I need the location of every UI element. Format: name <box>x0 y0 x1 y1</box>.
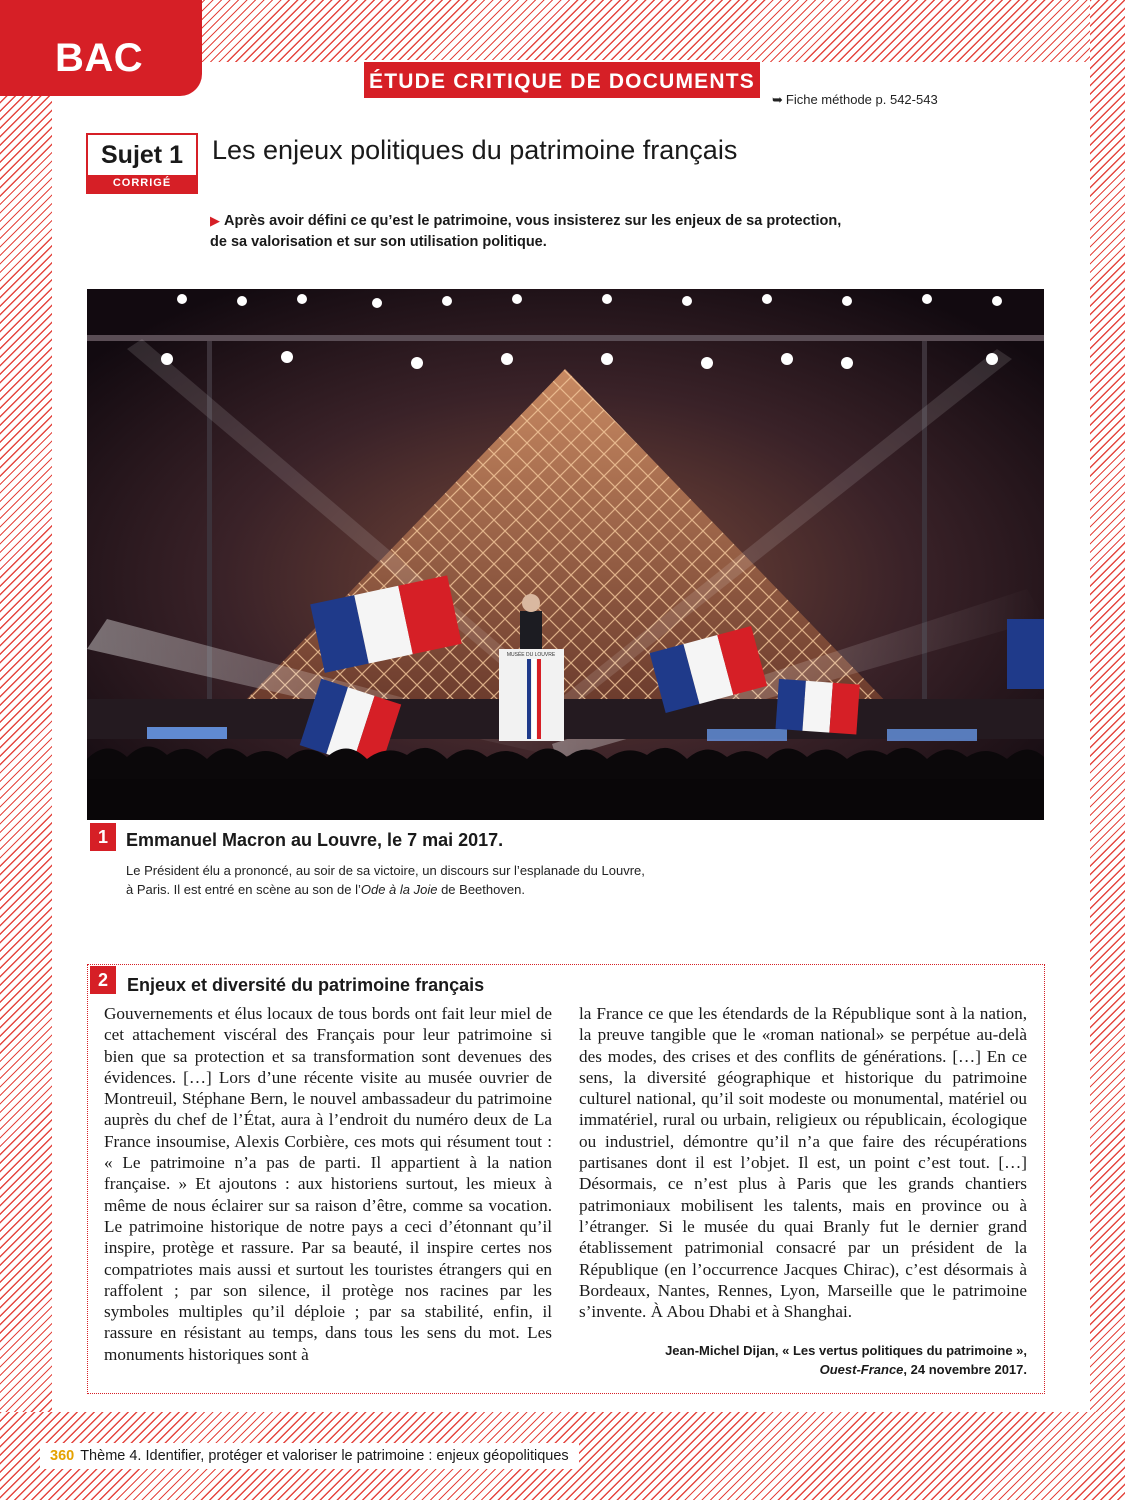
page-footer <box>40 1443 579 1469</box>
podium-text: MUSÉE DU LOUVRE <box>506 652 556 658</box>
method-link[interactable] <box>772 92 938 108</box>
instruction-line-1: Après avoir défini ce qu’est le patrimoine, vous insisterez sur les enjeux de sa protection, <box>224 213 842 229</box>
method-link-label: Fiche méthode p. 542-543 <box>785 92 938 107</box>
hatched-border-left <box>0 0 52 1500</box>
doc1-caption <box>126 861 646 899</box>
doc1-caption-italic: Ode à la Joie <box>360 882 438 897</box>
source-date: , 24 novembre 2017. <box>903 1362 1027 1377</box>
hatched-border-right <box>1090 0 1125 1500</box>
source-newspaper: Ouest-France <box>819 1362 904 1377</box>
subject-label: Sujet 1 <box>101 141 183 169</box>
corrige-badge: CORRIGÉ <box>88 175 196 192</box>
arrow-icon: ➥ <box>772 92 783 107</box>
source-line-1: Jean-Michel Dijan, « Les vertus politiques du patrimoine », <box>665 1343 1027 1358</box>
bac-label: BAC <box>55 36 144 80</box>
doc1-title: Emmanuel Macron au Louvre, le 7 mai 2017. <box>126 830 504 850</box>
louvre-photo-illustration <box>87 289 1044 820</box>
subject-box <box>86 133 198 194</box>
louvre-photo <box>87 289 1044 820</box>
bac-tab <box>0 0 202 96</box>
section-banner: ÉTUDE CRITIQUE DE DOCUMENTS <box>362 60 762 100</box>
triangle-bullet-icon: ▶ <box>210 213 220 228</box>
doc1-caption-b: de Beethoven. <box>437 882 525 897</box>
doc1-caption-a: Le Président élu a prononcé, au soir de sa victoire, un discours sur l’esplanade du Louvre, à Paris. Il est entré en scène au son de l’ <box>126 863 645 897</box>
doc2-source <box>665 1341 1027 1379</box>
doc2-title: Enjeux et diversité du patrimoine français <box>127 975 485 995</box>
instruction-line-2: de sa valorisation et sur son utilisation politique. <box>210 234 547 250</box>
page-title: Les enjeux politiques du patrimoine français <box>212 135 738 165</box>
doc2-number: 2 <box>90 966 116 994</box>
instruction <box>210 210 900 253</box>
page-number: 360 <box>50 1448 75 1464</box>
doc2-text-column-2: la France ce que les étendards de la République sont à la nation, la preuve tangible que le «roman national» se perpétue au-delà des modes, des crises et des conflits de générations. […] En ce sens, la diversité géographique et historique du patrimoine culturel national, qu’il soit modeste ou monumental, matériel ou immatériel, rural ou urbain, religieux ou républicain, écologique ou industriel, démontre qu’il n’a que faire des récupérations partisanes dont il est l’objet. Il est, un point c’est tout. […] Désormais, ce n’est plus à Paris que les grands chantiers patrimoniaux mobilisent les talents, mais en province ou à l’étranger. Si le musée du quai Branly fut le dernier grand établissement patrimonial consacré par un président de la République (en l’occurrence Jacques Chirac), c’est désormais à Bordeaux, Nantes, Rennes, Lyon, Marseille que le patrimoine s’invente. À Abou Dhabi et à Shanghai. <box>579 1004 1027 1322</box>
doc2-text-column-1: Gouvernements et élus locaux de tous bords ont fait leur miel de cet attachement viscéral des Français pour leur patrimoine si bien que sa protection et sa transformation sont devenues des évidences. […] Lors d’une récente visite au musée ouvrier de Montreuil, Stéphane Bern, le nouvel ambassadeur du patrimoine auprès du chef de l’État, aura à l’endroit du numéro deux de La France insoumise, Alexis Corbière, ces mots qui résument tout : « Le patrimoine n’a pas de parti. Il appartient à la nation française. » Et ajoutons : aux historiens surtout, les mieux à même de nous éclairer sur sa raison d’être, comme sa vocation. Le patrimoine historique de notre pays a ceci d’étonnant qu’il inspire, protège et rassure. Par sa beauté, il inspire certes nos compatriotes mais aussi et surtout les touristes étrangers qui en raffolent ; par son silence, il protège nos racines par les symboles multiples qu’il déploie ; par sa stabilité, enfin, il rassure en résistant au temps, dans tous les sens du mot. Les monuments historiques sont à <box>104 1004 552 1364</box>
doc1-number: 1 <box>90 823 116 851</box>
footer-text: Thème 4. Identifier, protéger et valoriser le patrimoine : enjeux géopolitiques <box>80 1448 569 1464</box>
